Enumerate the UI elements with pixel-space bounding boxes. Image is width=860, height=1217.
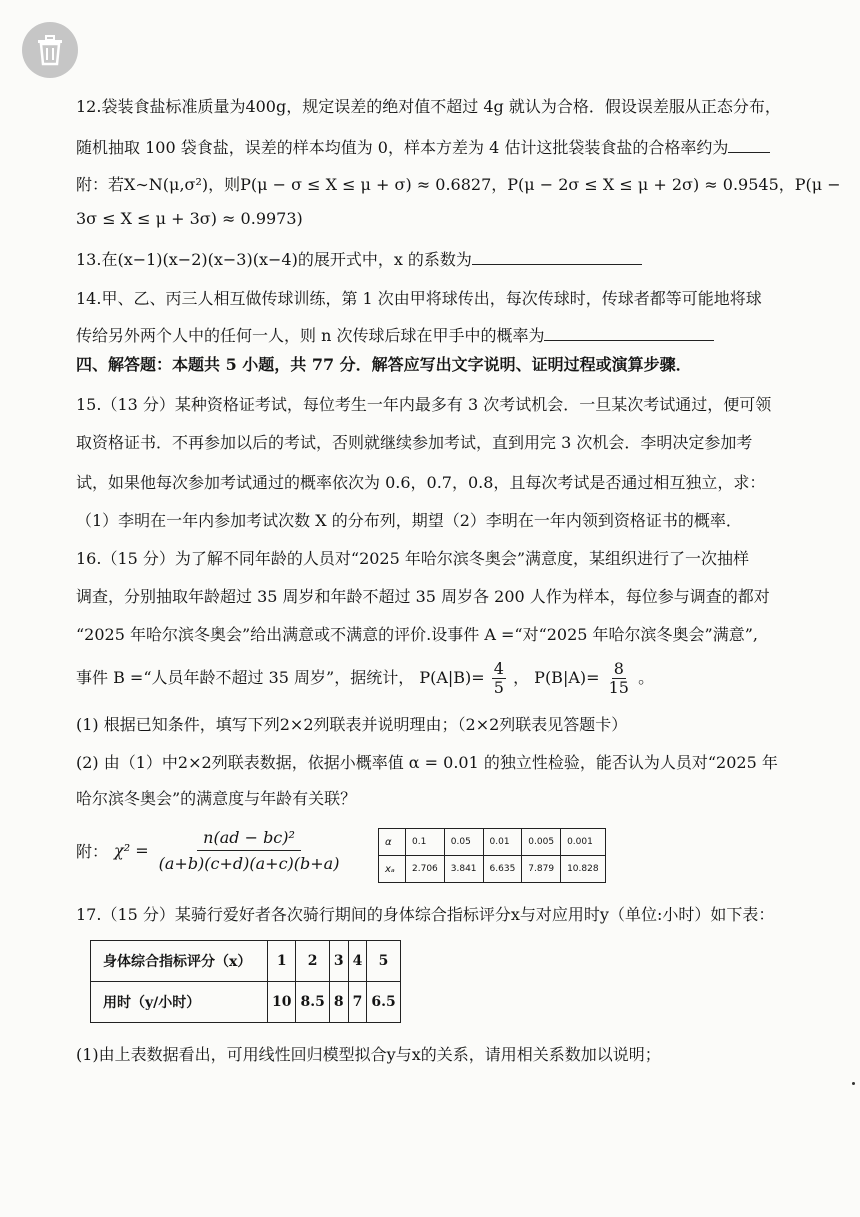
- formula-fraction: [153, 828, 346, 873]
- table-cell: 4: [348, 941, 367, 982]
- formula-denominator: (a+b)(c+d)(a+c)(b+a): [158, 854, 340, 873]
- q16-line4: [76, 658, 654, 698]
- q15-line4: （1）李明在一年内参加考试次数 X 的分布列，期望（2）李明在一年内领到资格证书的概率．: [76, 511, 742, 530]
- table-cell: 身体综合指标评分（x）: [91, 941, 268, 982]
- prob-b-given-a-numerator: 8: [613, 659, 624, 678]
- table-cell: 10: [268, 982, 296, 1023]
- q14-answer-blank: [544, 324, 714, 341]
- q12-line1: 12.袋装食盐标准质量为400g，规定误差的绝对值不超过 4g 就认为合格．假设误差服从正态分布，: [76, 97, 781, 116]
- q16-line4-prefix: 事件 B =“人员年龄不超过 35 周岁”，据统计，: [76, 668, 415, 687]
- q15-line2: 取资格证书．不再参加以后的考试，否则就继续参加考试，直到用完 3 次机会．李明决定参加考: [76, 433, 753, 452]
- prob-b-given-a-denominator: 15: [608, 678, 629, 697]
- table-row: [379, 856, 606, 883]
- table-cell: 3.841: [444, 856, 483, 883]
- table-cell: xₐ: [379, 856, 406, 883]
- table-cell: 10.828: [561, 856, 606, 883]
- table-cell: 2: [296, 941, 329, 982]
- trash-button[interactable]: [22, 22, 78, 78]
- q16-line1: 16.（15 分）为了解不同年龄的人员对“2025 年哈尔滨冬奥会”满意度，某组织进行了一次抽样: [76, 549, 750, 568]
- table-row: [91, 941, 401, 982]
- table-cell: 0.005: [522, 829, 561, 856]
- table-cell: α: [379, 829, 406, 856]
- q14-line1: 14.甲、乙、丙三人相互做传球训练，第 1 次由甲将球传出，每次传球时，传球者都等可能地将球: [76, 289, 762, 308]
- q14-line2-text: 传给另外两个人中的任何一人，则 n 次传球后球在甲手中的概率为: [76, 326, 545, 345]
- riding-data-table: [90, 940, 401, 1023]
- formula-numerator: n(ad − bc)²: [197, 828, 301, 851]
- table-cell: 7.879: [522, 856, 561, 883]
- separator: ，: [513, 668, 530, 687]
- stray-dot: [852, 1082, 855, 1085]
- table-cell: 7: [348, 982, 367, 1023]
- table-cell: 0.05: [444, 829, 483, 856]
- prob-b-given-a-label: P(B|A)=: [534, 668, 600, 687]
- q16-line2: 调查，分别抽取年龄超过 35 周岁和年龄不超过 35 周岁各 200 人作为样本，每位参与调查的都对: [76, 587, 770, 606]
- trash-icon: [35, 34, 65, 66]
- q15-line3: 试，如果他每次参加考试通过的概率依次为 0.6，0.7，0.8，且每次考试是否通过相互独立，求：: [76, 473, 766, 492]
- critical-value-table: [378, 828, 606, 883]
- table-row: [91, 982, 401, 1023]
- chi-square-formula: [76, 828, 345, 873]
- table-cell: 8.5: [296, 982, 329, 1023]
- q14-line2: [76, 324, 714, 347]
- q17-line1: 17.（15 分）某骑行爱好者各次骑行期间的身体综合指标评分x与对应用时y（单位:小时）如下表：: [76, 905, 775, 924]
- q16-line3: “2025 年哈尔滨冬奥会”给出满意或不满意的评价.设事件 A =“对“2025 年哈尔滨冬奥会”满意”,: [76, 625, 758, 644]
- prob-a-given-b-denominator: 5: [493, 678, 504, 697]
- section4-heading: 四、解答题：本题共 5 小题，共 77 分．解答应写出文字说明、证明过程或演算步骤．: [76, 355, 692, 374]
- line-end: 。: [638, 668, 655, 687]
- formula-label: 附：: [76, 842, 109, 861]
- q13-text: 13.在(x−1)(x−2)(x−3)(x−4)的展开式中，x 的系数为: [76, 250, 472, 269]
- q16-sub2-line2: 哈尔滨冬奥会”的满意度与年龄有关联？: [76, 789, 357, 808]
- prob-a-given-b-fraction: [492, 660, 506, 697]
- q12-line3: 附：若X∼N(μ,σ²)，则P(μ − σ ≤ X ≤ μ + σ) ≈ 0.6827，P(μ − 2σ ≤ X ≤ μ + 2σ) ≈ 0.9545，P(μ −: [76, 175, 841, 194]
- q17-sub1: (1)由上表数据看出，可用线性回归模型拟合y与x的关系，请用相关系数加以说明；: [76, 1045, 661, 1064]
- prob-a-given-b-label: P(A|B)=: [419, 668, 485, 687]
- table-cell: 2.706: [406, 856, 445, 883]
- table-cell: 1: [268, 941, 296, 982]
- table-cell: 0.001: [561, 829, 606, 856]
- formula-lhs: χ² =: [114, 841, 149, 860]
- table-cell: 6.635: [483, 856, 522, 883]
- q15-line1: 15.（13 分）某种资格证考试，每位考生一年内最多有 3 次考试机会．一旦某次考试通过，便可领: [76, 395, 772, 414]
- table-cell: 6.5: [367, 982, 400, 1023]
- q13-line: [76, 248, 642, 271]
- q13-answer-blank: [472, 248, 642, 265]
- prob-b-given-a-fraction: [607, 660, 631, 697]
- table-cell: 3: [329, 941, 348, 982]
- table-cell: 5: [367, 941, 400, 982]
- q12-line2-text: 随机抽取 100 袋食盐，误差的样本均值为 0，样本方差为 4 估计这批袋装食盐的合格率约为: [76, 138, 729, 157]
- table-row: [379, 829, 606, 856]
- prob-a-given-b-numerator: 4: [493, 659, 504, 678]
- table-cell: 0.01: [483, 829, 522, 856]
- q16-sub2-line1: (2) 由（1）中2×2列联表数据，依据小概率值 α = 0.01 的独立性检验，能否认为人员对“2025 年: [76, 753, 778, 772]
- table-cell: 用时（y/小时）: [91, 982, 268, 1023]
- table-cell: 0.1: [406, 829, 445, 856]
- q12-line4: 3σ ≤ X ≤ μ + 3σ) ≈ 0.9973): [76, 209, 303, 228]
- q16-sub1: (1) 根据已知条件，填写下列2×2列联表并说明理由；（2×2列联表见答题卡）: [76, 715, 628, 734]
- q12-line2: [76, 136, 770, 159]
- q12-answer-blank: [728, 136, 770, 153]
- table-cell: 8: [329, 982, 348, 1023]
